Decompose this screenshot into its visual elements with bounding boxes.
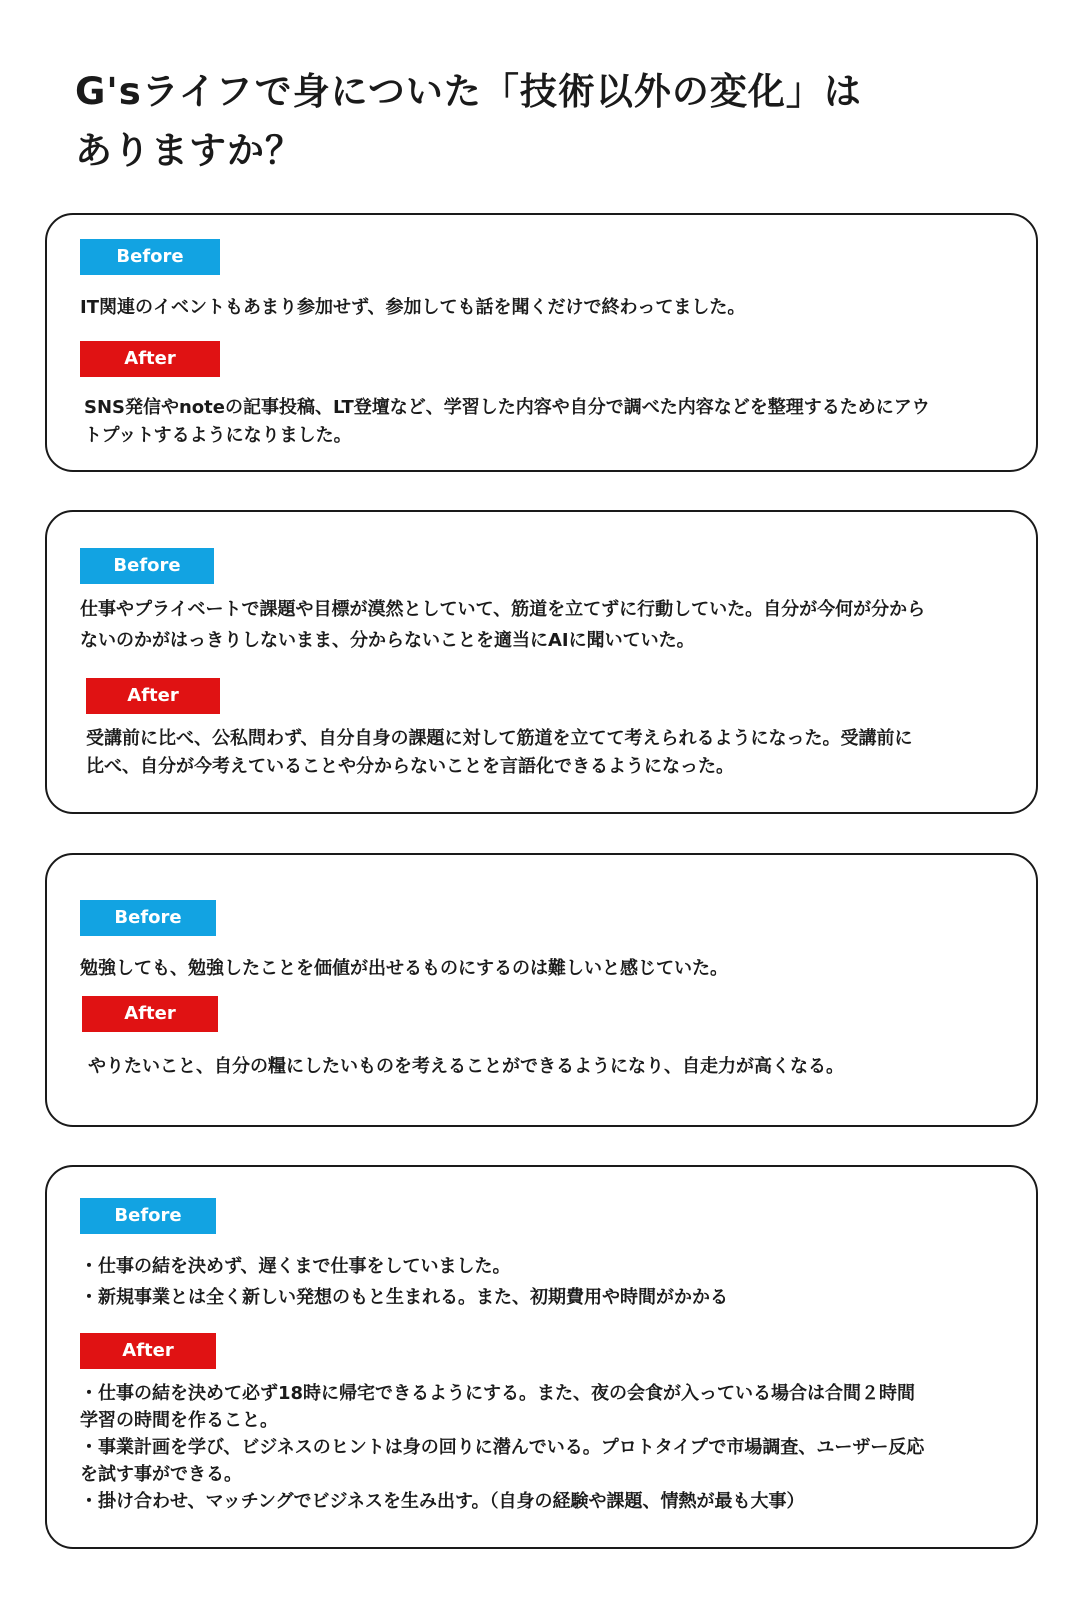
page-title bbox=[75, 62, 975, 180]
qa-card-3 bbox=[45, 853, 1038, 1127]
before-text-line: ・仕事の結を決めず、遅くまで仕事をしていました。 bbox=[80, 1256, 511, 1277]
after-text bbox=[88, 1053, 844, 1081]
title-line-2: ありますか？ bbox=[75, 129, 303, 172]
before-text-line: 勉強しても、勉強したことを価値が出せるものにするのは難しいと感じていた。 bbox=[80, 958, 728, 979]
before-text-line: ないのかがはっきりしないまま、分からないことを適当にAIに聞いていた。 bbox=[80, 630, 695, 651]
after-badge: After bbox=[82, 996, 218, 1032]
after-text-line: 学習の時間を作ること。 bbox=[80, 1410, 278, 1431]
before-text bbox=[80, 1251, 728, 1313]
after-text-line: やりたいこと、自分の糧にしたいものを考えることができるようになり、自走力が高くなる。 bbox=[88, 1056, 844, 1077]
before-text bbox=[80, 294, 745, 322]
after-text-line: SNS発信やnoteの記事投稿、LT登壇など、学習した内容や自分で調べた内容などを整理するためにアウ bbox=[84, 397, 930, 418]
before-text bbox=[80, 594, 925, 656]
after-text bbox=[86, 725, 913, 781]
qa-card-2 bbox=[45, 510, 1038, 814]
after-text-line: 受講前に比べ、公私問わず、自分自身の課題に対して筋道を立てて考えられるようになった。受講前に bbox=[86, 728, 913, 749]
before-badge: Before bbox=[80, 900, 216, 936]
after-badge: After bbox=[80, 1333, 216, 1369]
qa-card-1 bbox=[45, 213, 1038, 472]
after-text-line: トプットするようになりました。 bbox=[84, 425, 352, 446]
title-line-1: G'sライフで身についた「技術以外の変化」は bbox=[75, 70, 862, 113]
before-badge: Before bbox=[80, 1198, 216, 1234]
after-badge: After bbox=[80, 341, 220, 377]
after-text-line: ・掛け合わせ、マッチングでビジネスを生み出す。（自身の経験や課題、情熱が最も大事） bbox=[80, 1491, 805, 1512]
after-text-line: ・事業計画を学び、ビジネスのヒントは身の回りに潜んでいる。プロトタイプで市場調査、ユーザー反応 bbox=[80, 1437, 925, 1458]
after-text-line: を試す事ができる。 bbox=[80, 1464, 242, 1485]
before-text-line: ・新規事業とは全く新しい発想のもと生まれる。また、初期費用や時間がかかる bbox=[80, 1287, 728, 1308]
qa-card-4 bbox=[45, 1165, 1038, 1549]
before-badge: Before bbox=[80, 239, 220, 275]
before-text-line: 仕事やプライベートで課題や目標が漠然としていて、筋道を立てずに行動していた。自分が今何が分から bbox=[80, 599, 926, 620]
after-text bbox=[84, 394, 930, 450]
after-text-line: ・仕事の結を決めて必ず18時に帰宅できるようにする。また、夜の会食が入っている場合は合間２時間 bbox=[80, 1383, 916, 1404]
after-text-line: 比べ、自分が今考えていることや分からないことを言語化できるようになった。 bbox=[86, 756, 734, 777]
after-badge: After bbox=[86, 678, 220, 714]
before-text bbox=[80, 955, 728, 983]
before-text-line: IT関連のイベントもあまり参加せず、参加しても話を聞くだけで終わってました。 bbox=[80, 297, 746, 318]
before-badge: Before bbox=[80, 548, 214, 584]
after-text bbox=[80, 1380, 924, 1515]
